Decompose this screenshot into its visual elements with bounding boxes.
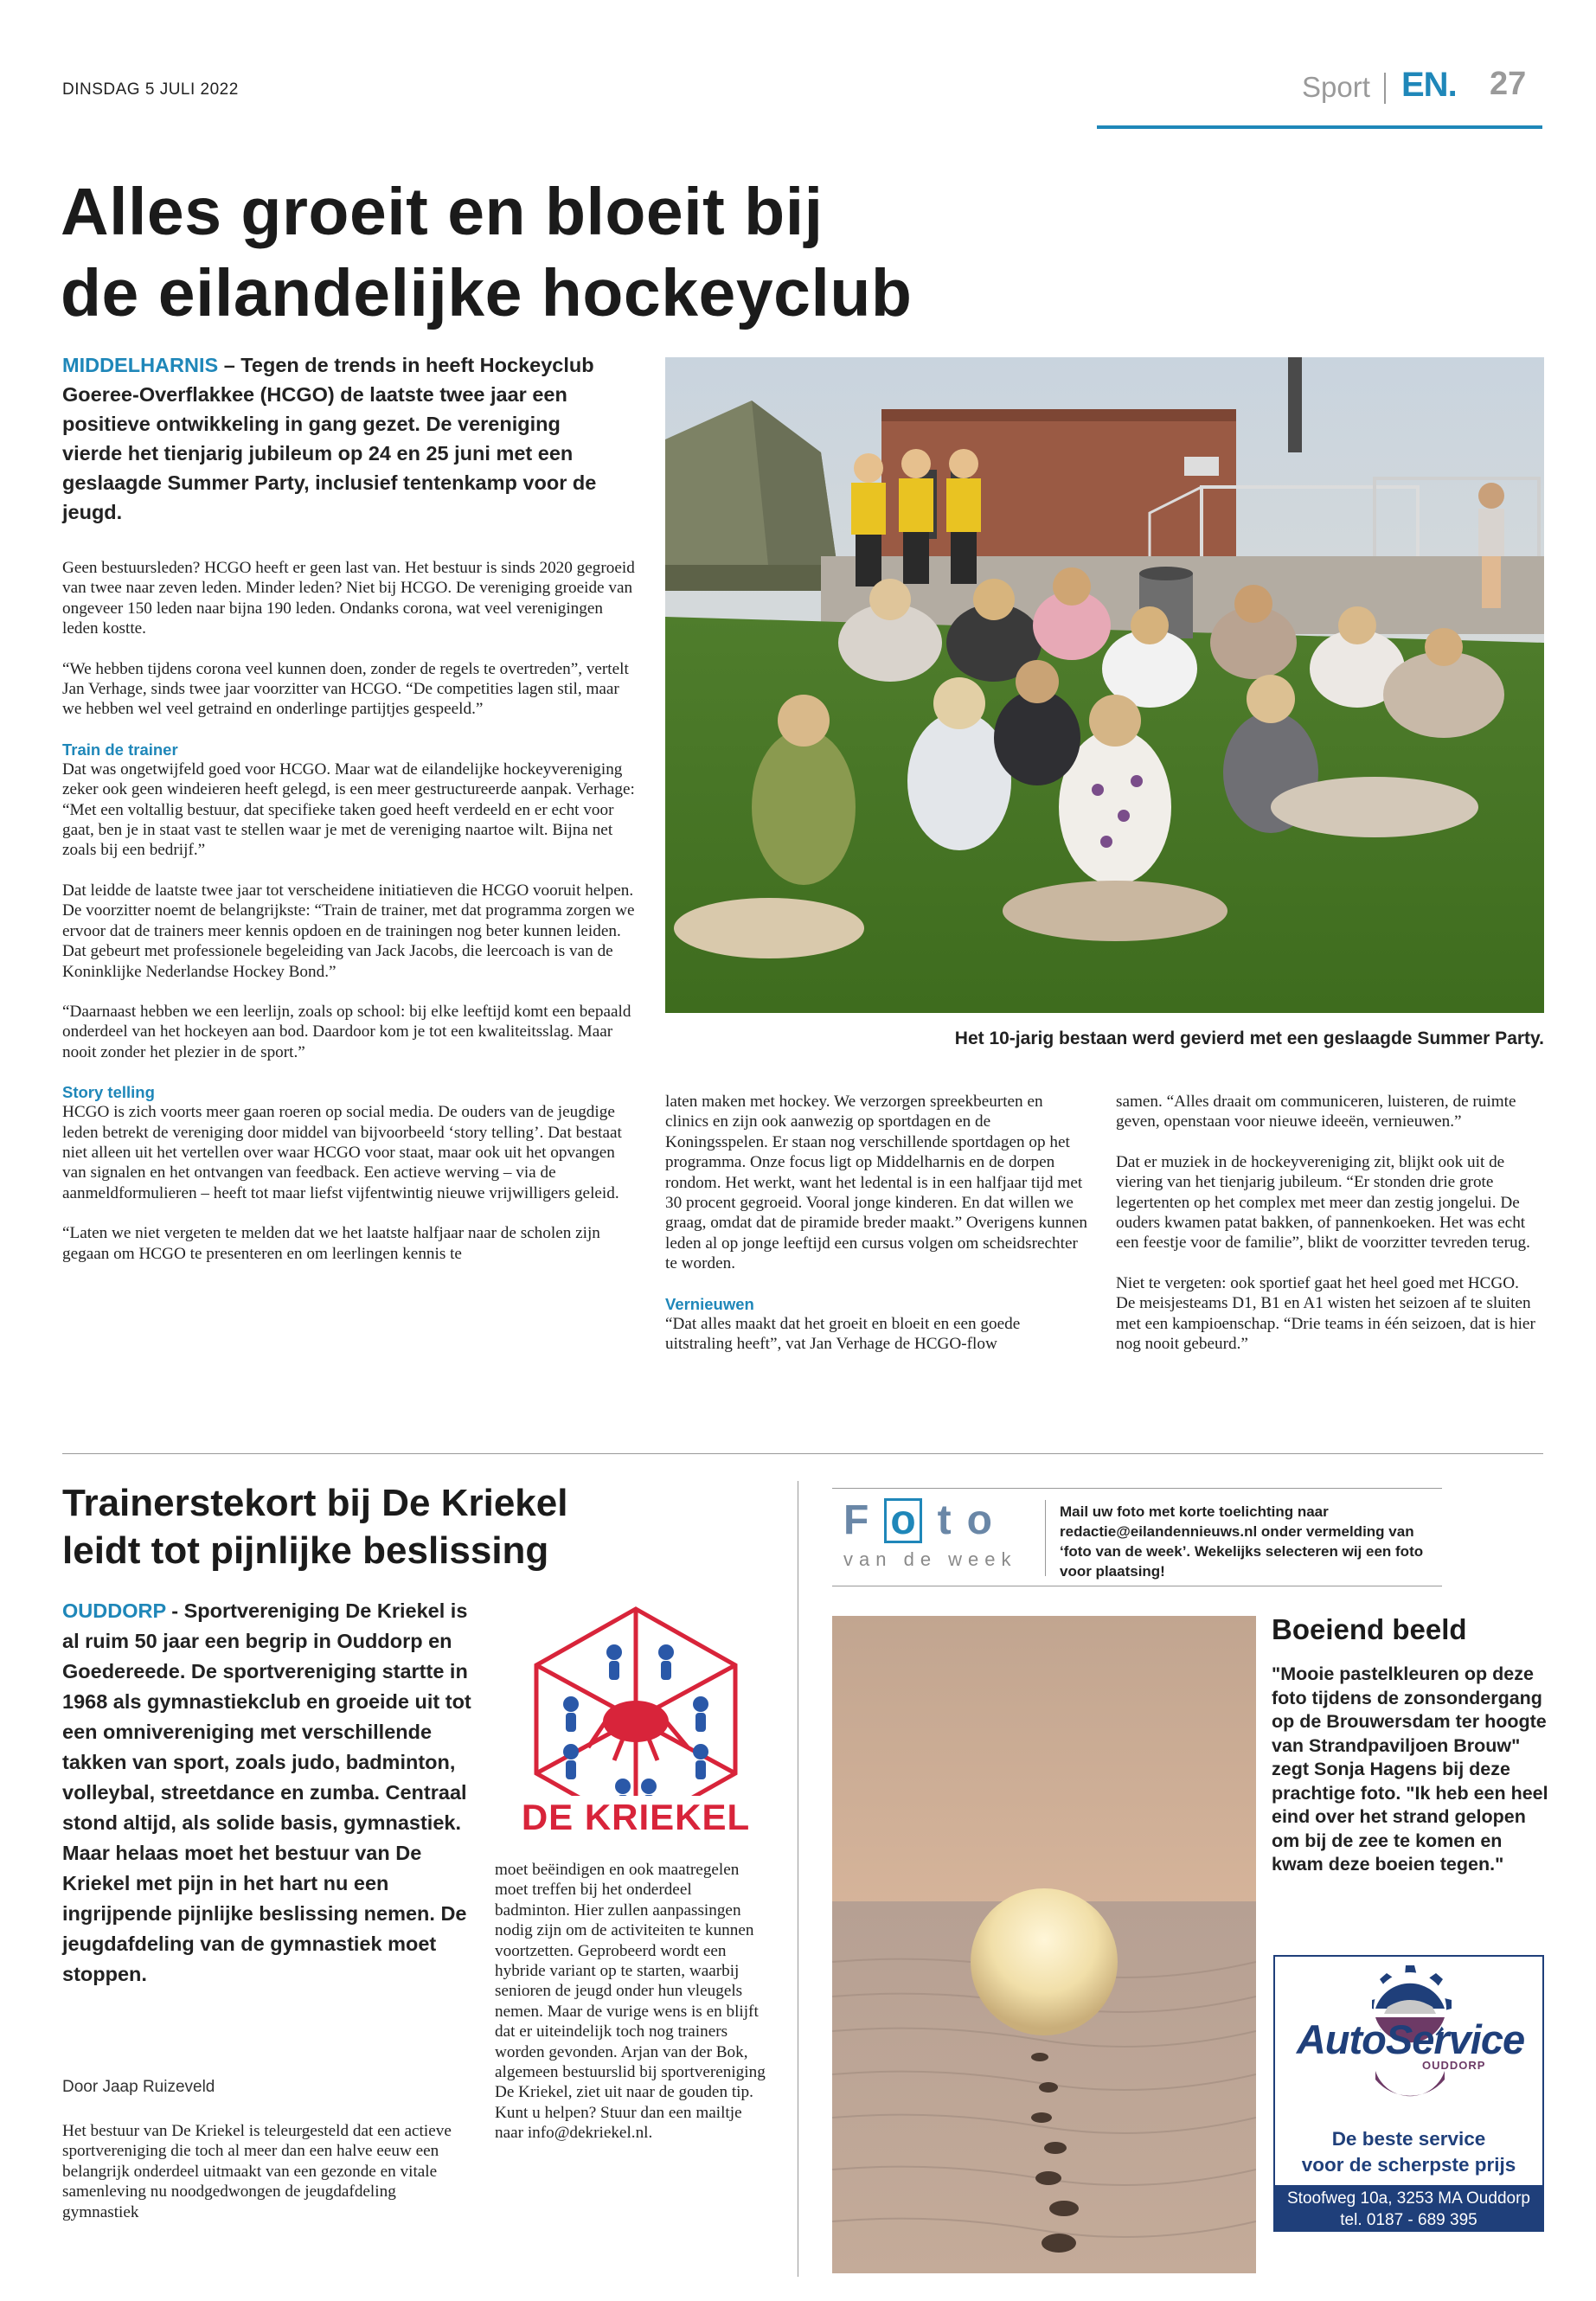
header-rule xyxy=(1097,125,1542,129)
article1-lead: MIDDELHARNIS – Tegen de trends in heeft Hockeyclub Goeree-Overflakkee (HCGO) de laatste twee jaar een positieve ontwikkeling in gang gezet. De vereniging vierde het tienjarig jubileum op 24 en 25 juni met een geslaagde Summer Party, inclusief tentenkamp voor de jeugd. xyxy=(62,354,597,523)
article2-title: Trainerstekort bij De Kriekel leidt tot pijnlijke beslissing xyxy=(62,1482,568,1572)
paragraph: HCGO is zich voorts meer gaan roeren op social media. De ouders van de jeugdige leden betrekt de vereniging door middel van bijvoorbeeld ‘story telling’. Dat bestaat niet alleen uit het vertellen over waar HCGO voor staat, maar ook uit het opvangen van signalen en het ontvangen van feedback. Een actieve werving – via de aanmeldformulieren – heeft tot maar liefst vijfentwintig nieuwe vrijwilligers geleid. xyxy=(62,1103,622,1202)
section-divider xyxy=(62,1453,1543,1454)
brand-logo: EN. xyxy=(1401,66,1457,104)
autoservice-ad[interactable] xyxy=(1273,1955,1544,2232)
paragraph: laten maken met hockey. We verzorgen spreekbeurten en clinics en zijn ook aanwezig op sportdagen en de Koningsspelen. Er staan nog verschillende sportdagen op het programma. Onze focus ligt op Middelharnis en de dorpen rondom. Het werkt, want het ledental is in een halfjaar tijd met 30 procent gegroeid. Vooral jonge kinderen. En dat willen we graag, omdat dat de piramide breder maakt.” Overigens kunnen leden al op jonge leeftijd een cursus volgen om scheidsrechter te worden. xyxy=(665,1093,1088,1273)
ad-slogan: De beste service voor de scherpste prijs xyxy=(1301,2128,1516,2176)
article1-title: Alles groeit en bloeit bij de eilandelijke hockeyclub xyxy=(61,175,913,330)
paragraph: moet beëindigen en ook maatregelen moet treffen bij het onderdeel badminton. Hier zullen aanpassingen nodig zijn om de activiteiten te kunnen voortzetten. Geprobeerd wordt een hybride variant op te starten, waarbij senioren de jeugd onder hun vleugels nemen. Maar de vurige wens is en blijft dat er uiteindelijk toch nog trainers worden gevonden. Arjan van der Bok, algemeen bestuurslid bij sportvereniging De Kriekel, ziet uit naar de gouden tip. Kunt u helpen? Stuur dan een mailtje naar info@dekriekel.nl. xyxy=(495,1861,766,2143)
kriekel-logo-text: DE KRIEKEL xyxy=(519,1796,753,1839)
paragraph: “Daarnaast hebben we een leerlijn, zoals op school: bij elke leeftijd komt een bepaald onderdeel van het hockeyen aan bod. Daardoor kom je tot een kwaliteitsslag. Maar nooit zonder het plezier in de sport.” xyxy=(62,1002,631,1061)
foto-logo-divider xyxy=(1045,1500,1046,1576)
subheading: Vernieuwen xyxy=(665,1294,754,1313)
article1-col1 xyxy=(62,558,638,1284)
article1-col3 xyxy=(1116,1092,1542,1354)
ad-contact: Stoofweg 10a, 3253 MA Ouddorp tel. 0187 - 689 395 xyxy=(1275,2185,1542,2232)
foto-title: Boeiend beeld xyxy=(1272,1613,1467,1645)
subheading: Train de trainer xyxy=(62,740,178,759)
paragraph: Dat leidde de laatste twee jaar tot verscheidene initiatieven die HCGO vooruit helpen. De voorzitter noemt de belangrijkste: “Train de trainer, met dat programma zorgen we ervoor dat de trainers meer kennis opdoen en de trainingen nog beter kunnen leiden. Dat gebeurt met professionele begeleiding van Jack Jacobs, die leercoach is van de Koninklijke Nederlandse Hockey Bond.” xyxy=(62,881,635,981)
ad-brand: AutoService xyxy=(1296,2016,1525,2062)
paragraph: Het bestuur van De Kriekel is teleurgesteld dat een actieve sportvereniging die toch al meer dan een halve eeuw een belangrijk onderdeel uitmaakt van een gezonde en vitale samenleving nu noodgedwongen de jeugdafdeling gymnastiek xyxy=(62,2122,452,2221)
wrench-icon xyxy=(1275,2071,1546,2123)
foto-logo xyxy=(843,1497,1029,1579)
paragraph: “Laten we niet vergeten te melden dat we het laatste halfjaar naar de scholen zijn gegaan om HCGO te presenteren en om leerlingen kennis te xyxy=(62,1224,600,1263)
ad-sub: OUDDORP xyxy=(1422,2059,1486,2072)
foto-logo-sub: van de week xyxy=(843,1548,1017,1570)
paragraph: “Dat alles maakt dat het groeit en bloeit en een goede uitstraling heeft”, vat Jan Verhage de HCGO-flow xyxy=(665,1314,1021,1354)
foto-logo-letters: F o to xyxy=(843,1497,1008,1543)
page-date: DINSDAG 5 JULI 2022 xyxy=(62,80,239,99)
paragraph: “We hebben tijdens corona veel kunnen doen, zonder de regels te overtreden”, vertelt Jan Verhage, sinds twee jaar voorzitter van HCGO. “De competities lagen stil, maar we hebben wel veel getraind en onderlinge partijtjes gespeeld.” xyxy=(62,659,629,719)
de-kriekel-logo xyxy=(519,1600,753,1843)
header-divider xyxy=(1384,73,1386,104)
paragraph: Dat er muziek in de hockeyvereniging zit, blijkt ook uit de viering van het tienjarig jubileum. “Er stonden drie grote legertenten op het complex met meer dan zestig jongelui. De ouders kwamen patat bakken, of pannenkoeken. Het was echt een feestje voor de familie”, blikt de voorzitter tevreden terug. xyxy=(1116,1152,1530,1253)
paragraph: Geen bestuursleden? HCGO heeft er geen last van. Het bestuur is sinds 2020 gegroeid van twee naar zeven leden. Minder leden? Niet bij HCGO. De vereniging groeide van ongeveer 150 leden naar bijna 190 leden. Ondanks corona, wat veel verenigingen leden kostte. xyxy=(62,559,635,638)
summer-party-photo xyxy=(665,357,1544,1013)
section-label: Sport xyxy=(1302,71,1370,103)
article1-col2 xyxy=(665,1092,1089,1354)
page-number: 27 xyxy=(1490,66,1527,102)
foto-text: "Mooie pastelkleuren op deze foto tijdens de zonsondergang op de Brouwersdam ter hoogte van Strandpaviljoen Brouw" zegt Sonja Hagens bij deze prachtige foto. "Ik heb een heel eind over het strand gelopen om bij de zee te komen en kwam deze boeien tegen." xyxy=(1272,1663,1548,1875)
foto-instructions: Mail uw foto met korte toelichting naar redactie@eilandennieuws.nl onder vermelding van ‘foto van de week’. Wekelijks selecteren wij een foto voor plaatsing! xyxy=(1060,1503,1424,1580)
paragraph: samen. “Alles draait om communiceren, luisteren, de ruimte geven, openstaan voor nieuwe ideeën, vernieuwen.” xyxy=(1116,1093,1516,1131)
paragraph: Niet te vergeten: ook sportief gaat het heel goed met HCGO. De meisjesteams D1, B1 en A1 wisten het seizoen af te sluiten met een kampioenschap. “Drie teams in één seizoen, dat is hier nog nooit gebeurd.” xyxy=(1116,1273,1535,1354)
article2-lead: OUDDORP - Sportvereniging De Kriekel is al ruim 50 jaar een begrip in Ouddorp en Goedereede. De sportvereniging startte in 1968 als gymnastiekclub en groeide uit tot een omnivereniging met verschillende takken van sport, zoals judo, badminton, volleybal, streetdance en zumba. Centraal stond altijd, als solide basis, gymnastiek. Maar helaas moet het bestuur van De Kriekel met pijn in het hart nu een ingrijpende pijnlijke beslissing nemen. De jeugdafdeling van de gymnastiek moet stoppen. xyxy=(62,1599,471,1985)
beach-buoy-photo xyxy=(832,1616,1256,2273)
dateline: OUDDORP xyxy=(62,1599,166,1622)
dateline: MIDDELHARNIS xyxy=(62,354,219,376)
article2-col1 xyxy=(62,2121,460,2242)
byline: Door Jaap Ruizeveld xyxy=(62,2078,215,2096)
foto-header-rule xyxy=(832,1488,1442,1489)
photo-caption: Het 10-jarig bestaan werd gevierd met een geslaagde Summer Party. xyxy=(954,1029,1544,1048)
article2-col2 xyxy=(495,1860,770,2144)
paragraph: Dat was ongetwijfeld goed voor HCGO. Maar wat de eilandelijke hockeyvereniging zeker ook geen windeieren heeft gelegd, is een meer gestructureerde aanpak. Verhage: “Met een voltallig bestuur, dat specifieke taken goed heeft verdeeld en er echt voor gaat, ben je in staat vast te stellen waar je met de vereniging naartoe wilt. Bijna net zoals bij een bedrijf.” xyxy=(62,760,635,860)
subheading: Story telling xyxy=(62,1083,155,1102)
